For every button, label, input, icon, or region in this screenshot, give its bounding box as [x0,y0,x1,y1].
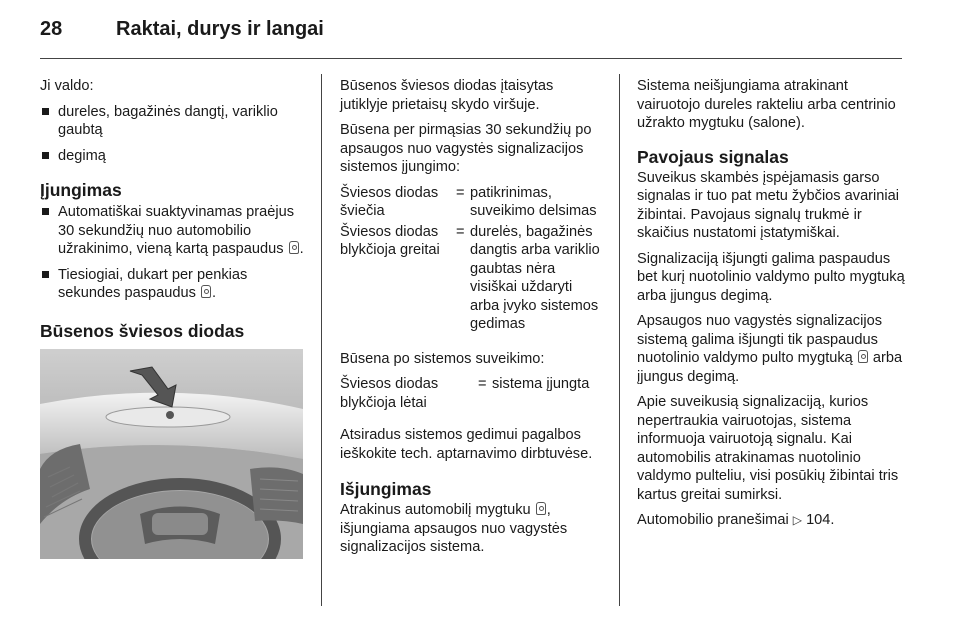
unlock-button-icon [536,502,546,515]
alarm-stop-text: Signalizaciją išjungti galima paspaudus bet kurį nuotolinio valdymo pulto mygtuką arba įjungus degimą. [637,250,905,304]
column-1 [40,77,308,352]
lock-button-icon [289,241,299,254]
status-description: durelės, bagažinės dangtis arba variklio gaubtas nėra visiškai uždaryti arba įvyko sistemos gedimas [470,223,600,332]
list-item: dureles, bagažinės dangtį, variklio gaubtą [40,103,308,140]
unlock-button-icon [858,350,868,363]
alarm-disarm-text [637,312,907,386]
column-divider-2 [619,74,620,606]
column-3 [637,77,907,537]
arming-direct-text: Tiesiogiai, dukart per penkias sekundes paspaudus [58,266,248,301]
column-2 [340,77,605,564]
dashboard-illustration-icon [40,349,303,559]
led-heading: Būsenos šviesos diodas [40,320,245,341]
status-description: patikrinimas, suveikimo delsimas [470,184,597,219]
no-disarm-text: Sistema neišjungiama atrakinant vairuotojo dureles rakteliu arba centrinio užrakto mygtuku (salone). [637,78,896,131]
arming-auto-end: . [299,241,304,257]
status-row [340,223,605,334]
status-term: Šviesos diodas šviečia [340,184,439,219]
alarm-disarm-b: arba įjungus degimą. [637,350,903,385]
arming-heading: Įjungimas [40,180,122,200]
status-first-30s-text: Būsena per pirmąsias 30 sekundžių po apsaugos nuo vagystės signalizacijos sistemos įjungimo: [340,122,592,175]
arming-auto-text: Automatiškai suaktyvinamas praėjus 30 sekundžių nuo automobilio užrakinimo, vieną kartą paspaudus [58,204,295,257]
status-term: Šviesos diodas blykčioja lėtai [340,376,439,411]
disarm-text [340,501,605,557]
status-description: sistema įjungta [492,376,590,392]
dashboard-led-illustration [40,349,303,559]
status-row [340,375,605,412]
disarm-text-a: Atrakinus automobilį mygtuku [340,502,531,518]
page-reference-icon: ▷ [792,513,802,527]
vehicle-messages-page[interactable]: 104. [806,512,835,528]
list-item [40,203,308,259]
disarm-heading: Išjungimas [340,479,432,499]
vehicle-messages-text: Automobilio pranešimai [637,512,789,528]
alarm-heading: Pavojaus signalas [637,146,789,167]
list-item: degimą [40,147,308,166]
list-item [40,266,308,303]
status-row [340,184,605,221]
controls-intro: Ji valdo: [40,78,94,94]
status-equals: = [456,223,465,240]
disarm-text-b: , išjungiama apsaugos nuo vagystės signalizacijos sistema. [340,502,568,555]
column-divider-1 [321,74,322,606]
arming-list [40,203,308,303]
controls-list [40,103,308,166]
fault-text: Atsiradus sistemos gedimui pagalbos ieškokite tech. aptarnavimo dirbtuvėse. [340,427,593,462]
header-rule [40,58,902,59]
alarm-text: Suveikus skambės įspėjamasis garso signalas ir tuo pat metu žybčios avariniai žibintai. Pavojaus signalų trukmė ir skaičius nustatomi įstatymiškai. [637,169,900,241]
status-equals: = [456,184,465,201]
lock-button-icon [201,285,211,298]
led-location-text: Būsenos šviesos diodas įtaisytas jutiklyje prietaisų skydo viršuje. [340,78,554,113]
vehicle-messages-ref [637,511,907,530]
alarm-triggered-text: Apie suveikusią signalizaciją, kurios nepertraukia vairuotojas, sistema informuoja vairuotoją signalu. Kai automobilis atrakinamas nuotolinio valdymo pulteliu, visi posūkių žibintai tris kartus greitai sumirksi. [637,394,899,503]
status-term: Šviesos diodas blykčioja greitai [340,223,440,258]
status-after-arm-text: Būsena po sistemos suveikimo: [340,350,545,367]
status-equals: = [478,376,487,392]
page-title: Raktai, durys ir langai [116,18,324,40]
page-number: 28 [40,18,63,40]
alarm-disarm-a: Apsaugos nuo vagystės signalizacijos sistemą galima išjungti tik paspaudus nuotolinio valdymo pulto mygtuką [637,313,882,366]
arming-direct-end: . [212,285,217,301]
